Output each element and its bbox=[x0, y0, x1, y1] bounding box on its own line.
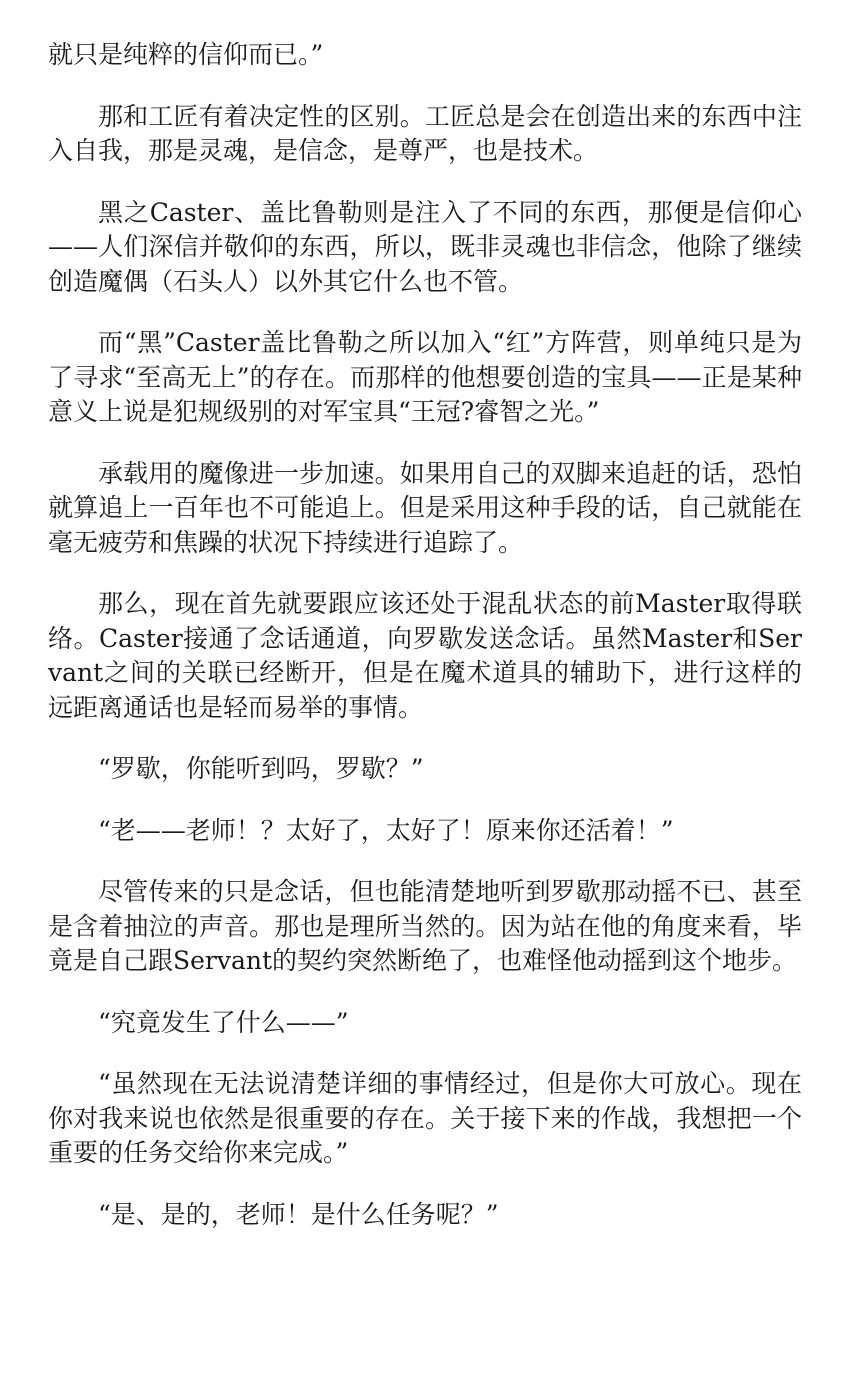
paragraph-2: 那和工匠有着决定性的区别。工匠总是会在创造出来的东西中注入自我，那是灵魂，是信念，是尊严，也是技术。 bbox=[48, 101, 802, 165]
paragraph-11: “虽然现在无法说清楚详细的事情经过，但是你大可放心。现在你对我来说也依然是很重要的存在。关于接下来的作战，我想把一个重要的任务交给你来完成。” bbox=[48, 1069, 802, 1167]
paragraph-4: 而“黑”Caster盖比鲁勒之所以加入“红”方阵营，则单纯只是为了寻求“至高无上”的存在。而那样的他想要创造的宝具——正是某种意义上说是犯规级别的对军宝具“王冠?睿智之光。” bbox=[48, 328, 802, 426]
paragraph-1: 就只是纯粹的信仰而已。” bbox=[48, 40, 324, 69]
paragraph-3: 黑之Caster、盖比鲁勒则是注入了不同的东西，那便是信仰心——人们深信并敬仰的东西，所以，既非灵魂也非信念，他除了继续创造魔偶（石头人）以外其它什么也不管。 bbox=[48, 197, 802, 296]
paragraph-8: “老——老师！？太好了，太好了！原来你还活着！” bbox=[98, 815, 674, 845]
paragraph-12: “是、是的，老师！是什么任务呢？” bbox=[98, 1199, 499, 1229]
paragraph-10: “究竟发生了什么——” bbox=[98, 1007, 349, 1037]
paragraph-5: 承载用的魔像进一步加速。如果用自己的双脚来追赶的话，恐怕就算追上一百年也不可能追上。但是采用这种手段的话，自己就能在毫无疲劳和焦躁的状况下持续进行追踪了。 bbox=[48, 458, 802, 557]
paragraph-7: “罗歇，你能听到吗，罗歇？” bbox=[98, 754, 424, 783]
paragraph-9: 尽管传来的只是念话，但也能清楚地听到罗歇那动摇不已、甚至是含着抽泣的声音。那也是理所当然的。因为站在他的角度来看，毕竟是自己跟Servant的契约突然断绝了，也难怪他动摇到这个地步。 bbox=[48, 877, 802, 975]
paragraph-6: 那么，现在首先就要跟应该还处于混乱状态的前Master取得联络。Caster接通了念话通道，向罗歇发送念话。虽然Master和Servant之间的关联已经断开，但是在魔术道具的辅助下，进行这样的远距离通话也是轻而易举的事情。 bbox=[48, 589, 802, 722]
